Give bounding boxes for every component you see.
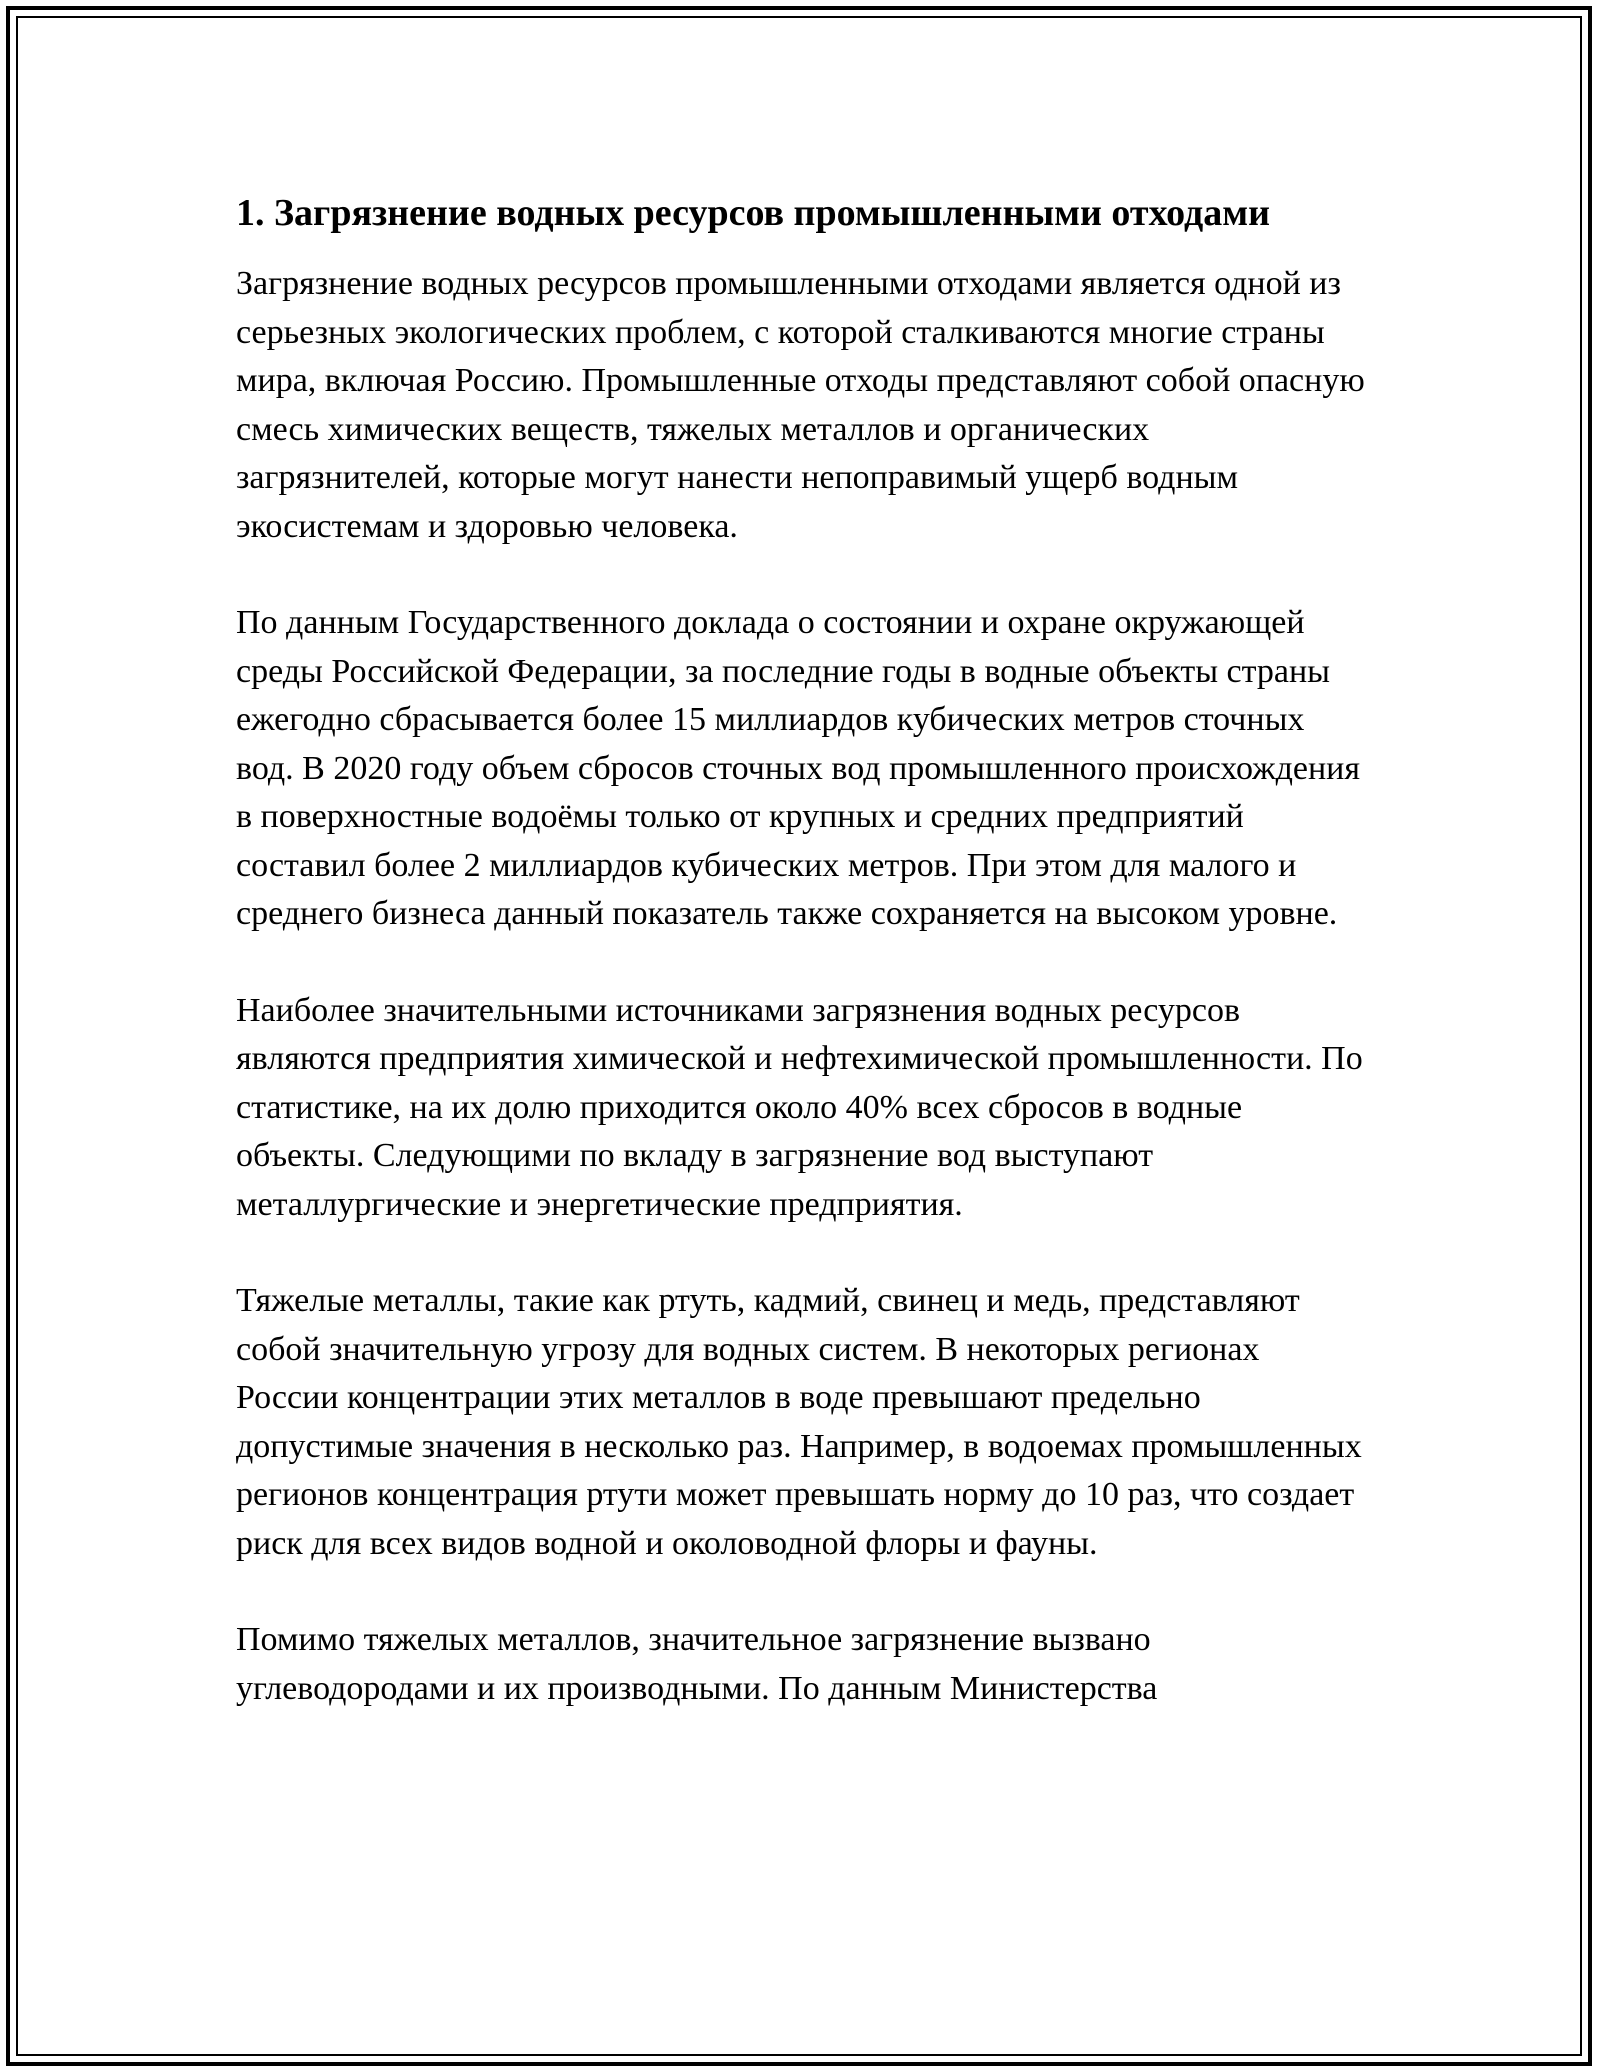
paragraph-1: Загрязнение водных ресурсов промышленными отходами является одной из серьезных экологических проблем, с которой сталкиваются многие страны мира, включая Россию. Промышленные отходы представляют собой опасную смесь химических веществ, тяжелых металлов и органических загрязнителей, которые могут нанести непоправимый ущерб водным экосистемам и здоровью человека. xyxy=(236,265,1365,545)
paragraph-4: Тяжелые металлы, такие как ртуть, кадмий, свинец и медь, представляют собой значительную угрозу для водных систем. В некоторых регионах России концентрации этих металлов в воде превышают предельно допустимые значения в несколько раз. Например, в водоемах промышленных регионов концентрация ртути может превышать норму до 10 раз, что создает риск для всех видов водной и околоводной флоры и фауны. xyxy=(236,1282,1362,1562)
document-body xyxy=(236,186,1366,1761)
section-heading: 1. Загрязнение водных ресурсов промышленными отходами xyxy=(236,192,1271,234)
paragraph-3: Наиболее значительными источниками загрязнения водных ресурсов являются предприятия химической и нефтехимической промышленности. По статистике, на их долю приходится около 40% всех сбросов в водные объекты. Следующими по вкладу в загрязнение вод выступают металлургические и энергетические предприятия. xyxy=(236,991,1363,1223)
paragraph-2: По данным Государственного доклада о состоянии и охране окружающей среды Российской Федерации, за последние годы в водные объекты страны ежегодно сбрасывается более 15 миллиардов кубических метров сточных вод. В 2020 году объем сбросов сточных вод промышленного происхождения в поверхностные водоёмы только от крупных и средних предприятий составил более 2 миллиардов кубических метров. При этом для малого и среднего бизнеса данный показатель также сохраняется на высоком уровне. xyxy=(236,604,1361,932)
paragraph-5: Помимо тяжелых металлов, значительное загрязнение вызвано углеводородами и их производными. По данным Министерства xyxy=(236,1621,1158,1707)
